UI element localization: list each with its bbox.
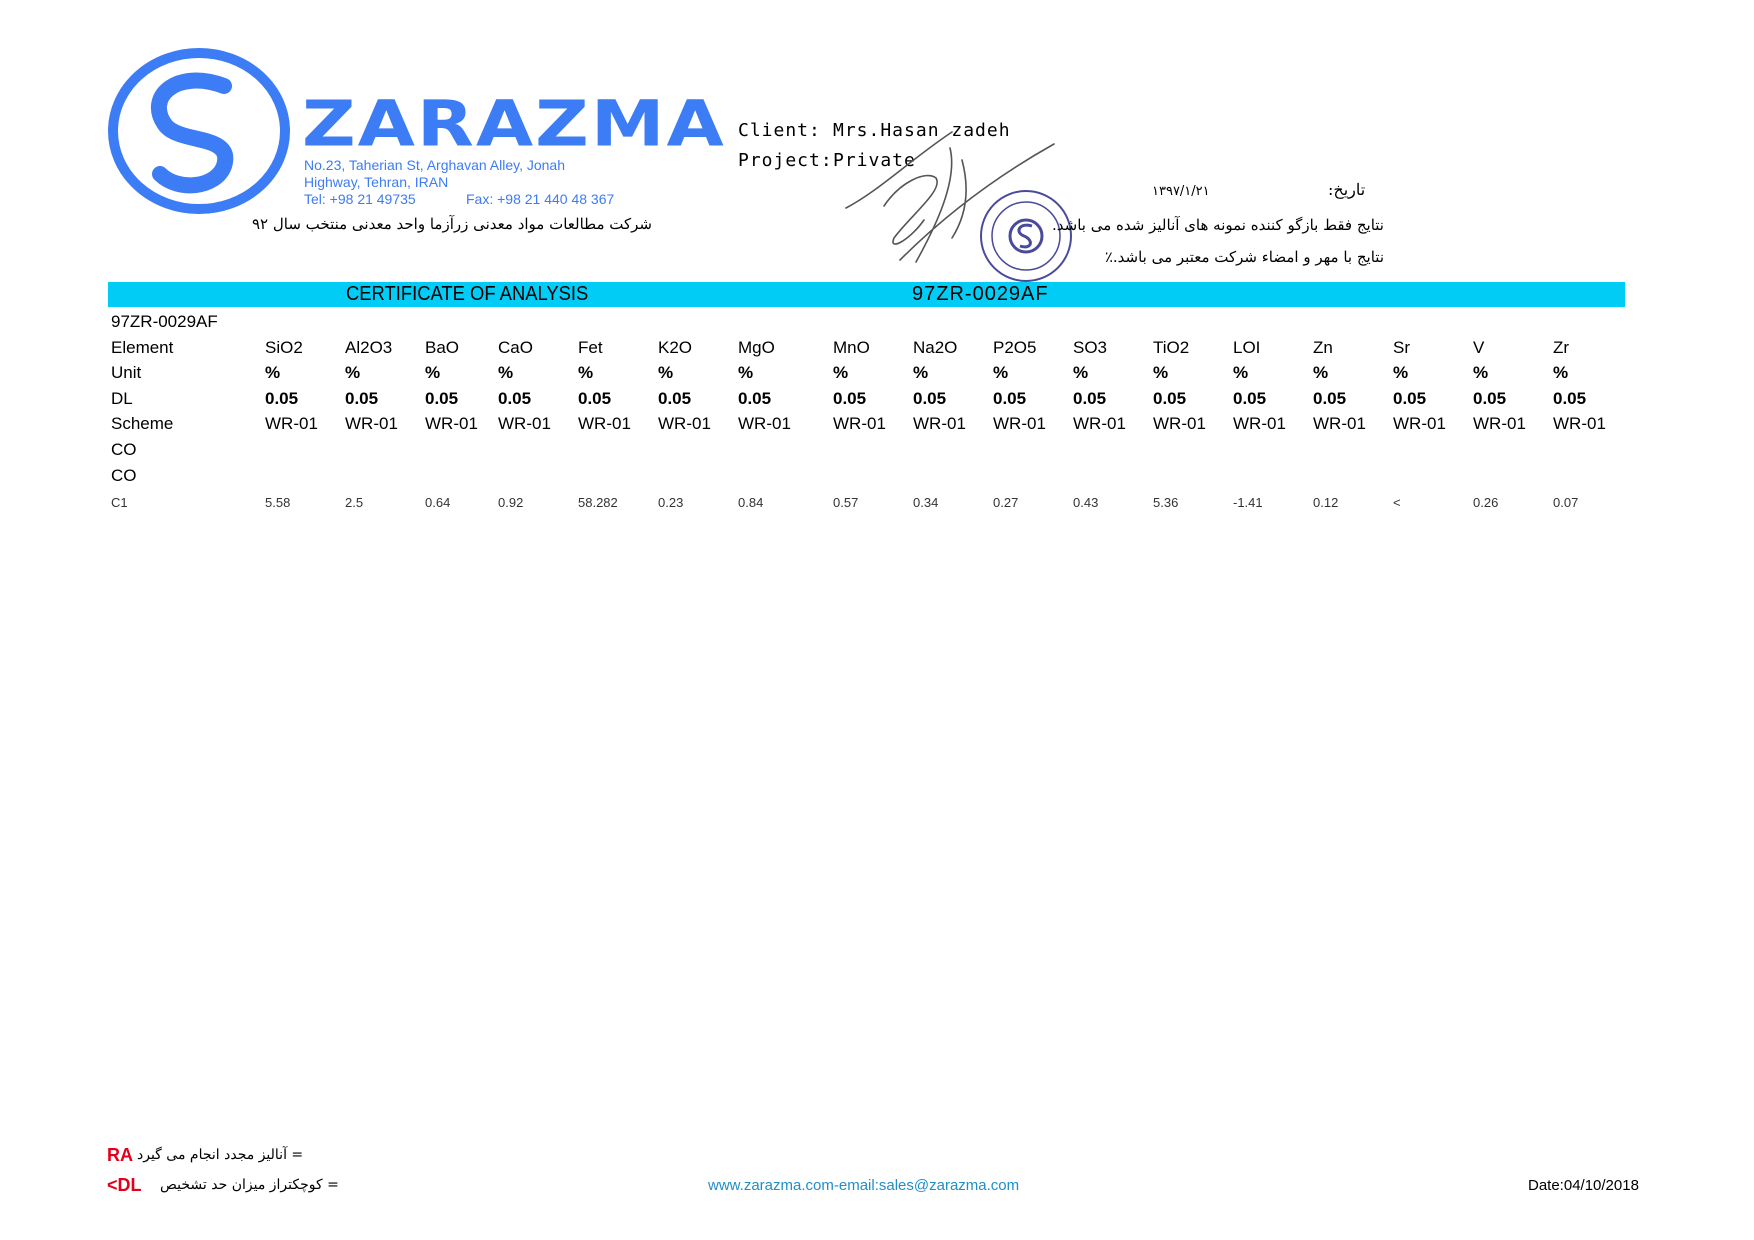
unit-cell: % [833,363,849,382]
unit-cell: % [498,363,514,382]
sample-value-cell: 0.23 [658,495,684,510]
company-address-line1: No.23, Taherian St, Arghavan Alley, Jonah [304,157,565,173]
dl-cell: 0.05 [1473,389,1507,408]
scheme-cell: WR-01 [578,414,631,433]
note-results-disclaimer: نتایج فقط بازگو کننده نمونه های آنالیز شده می باشد. [1052,216,1384,234]
scheme-cell: WR-01 [498,414,551,433]
company-stamp-icon [978,188,1074,284]
legend-dl-code: <DL [107,1175,142,1195]
unit-cell: % [1473,363,1489,382]
unit-cell: % [913,363,929,382]
element-header-cell: K2O [658,338,693,357]
sample-value-cell: 0.64 [425,495,451,510]
client-label: Client: [738,120,821,141]
row-label-sample: C1 [111,495,128,510]
company-tel: Tel: +98 21 49735 [304,191,416,207]
dl-cell: 0.05 [1233,389,1267,408]
element-header-cell: LOI [1233,338,1261,357]
dl-cell: 0.05 [993,389,1027,408]
row-label-co: CO [111,440,137,459]
scheme-cell: WR-01 [1073,414,1126,433]
scheme-cell: WR-01 [1553,414,1606,433]
element-header-cell: P2O5 [993,338,1037,357]
element-header-cell: CaO [498,338,533,357]
project-label: Project: [738,150,833,171]
legend-dl-text: = کوچکتراز میزان حد تشخیص [160,1177,339,1193]
company-name: ZARAZMA [302,86,726,161]
sample-value-cell: 0.34 [913,495,939,510]
sample-value-cell: 5.58 [265,495,291,510]
sample-value-cell: 58.282 [578,495,618,510]
scheme-cell: WR-01 [738,414,791,433]
element-header-cell: Na2O [913,338,958,357]
client-value: Mrs.Hasan zadeh [833,120,1011,141]
company-tagline: شرکت مطالعات مواد معدنی زرآزما واحد معدنی منتخب سال ۹۲ [251,215,652,233]
row-label-element: Element [111,338,174,357]
unit-cell: % [1233,363,1249,382]
element-header-cell: Fet [578,338,603,357]
sample-value-cell: 0.57 [833,495,859,510]
certificate-title: CERTIFICATE OF ANALYSIS [346,283,589,305]
element-header-cell: Zn [1313,338,1333,357]
sample-value-cell: < [1393,495,1401,510]
scheme-cell: WR-01 [913,414,966,433]
element-header-cell: V [1473,338,1485,357]
sample-value-cell: 0.92 [498,495,524,510]
sample-value-cell: 0.43 [1073,495,1099,510]
scheme-cell: WR-01 [658,414,711,433]
footer-date: Date:04/10/2018 [1528,1177,1639,1194]
dl-cell: 0.05 [833,389,867,408]
scheme-cell: WR-01 [1153,414,1206,433]
date-fa-value: ۱۳۹۷/۱/۲۱ [1152,184,1210,199]
company-logo-icon [106,46,292,216]
dl-cell: 0.05 [425,389,459,408]
certificate-id: 97ZR-0029AF [912,283,1049,305]
element-header-cell: MnO [833,338,870,357]
dl-cell: 0.05 [1153,389,1187,408]
legend-ra-code: RA [107,1145,133,1165]
scheme-cell: WR-01 [993,414,1046,433]
unit-cell: % [1553,363,1569,382]
dl-cell: 0.05 [658,389,692,408]
unit-cell: % [1073,363,1089,382]
footer-website: www.zarazma.com-email:sales@zarazma.com [708,1177,1020,1194]
scheme-cell: WR-01 [425,414,478,433]
sample-value-cell: 0.12 [1313,495,1339,510]
unit-cell: % [1393,363,1409,382]
scheme-cell: WR-01 [1393,414,1446,433]
scheme-cell: WR-01 [265,414,318,433]
unit-cell: % [658,363,674,382]
dl-cell: 0.05 [1553,389,1587,408]
dl-cell: 0.05 [1393,389,1427,408]
sample-value-cell: 2.5 [345,495,364,510]
dl-cell: 0.05 [265,389,299,408]
scheme-cell: WR-01 [1473,414,1526,433]
dl-cell: 0.05 [913,389,947,408]
row-label-dl: DL [111,389,133,408]
element-header-cell: Sr [1393,338,1410,357]
unit-cell: % [993,363,1009,382]
dl-cell: 0.05 [1073,389,1107,408]
unit-cell: % [578,363,594,382]
scheme-cell: WR-01 [345,414,398,433]
report-id: 97ZR-0029AF [111,312,218,331]
dl-cell: 0.05 [345,389,379,408]
dl-cell: 0.05 [578,389,612,408]
sample-value-cell: 5.36 [1153,495,1179,510]
sample-value-cell: 0.84 [738,495,764,510]
element-header-cell: SO3 [1073,338,1108,357]
scheme-cell: WR-01 [1313,414,1366,433]
note-stamp-validity: نتایج با مهر و امضاء شرکت معتبر می باشد.٪ [1104,248,1384,266]
unit-cell: % [1153,363,1169,382]
company-address-line2: Highway, Tehran, IRAN [304,174,449,190]
dl-cell: 0.05 [738,389,772,408]
sample-value-cell: -1.41 [1233,495,1263,510]
sample-value-cell: 0.26 [1473,495,1499,510]
element-header-cell: SiO2 [265,338,303,357]
element-header-cell: Zr [1553,338,1570,357]
row-label-co: CO [111,466,137,485]
row-label-unit: Unit [111,363,142,382]
dl-cell: 0.05 [498,389,532,408]
certificate-header-bar [108,282,1625,307]
unit-cell: % [265,363,281,382]
scheme-cell: WR-01 [1233,414,1286,433]
scheme-cell: WR-01 [833,414,886,433]
unit-cell: % [345,363,361,382]
unit-cell: % [1313,363,1329,382]
element-header-cell: Al2O3 [345,338,393,357]
element-header-cell: MgO [738,338,775,357]
legend-ra-text: = آنالیز مجدد انجام می گیرد [137,1147,304,1163]
unit-cell: % [738,363,754,382]
row-label-scheme: Scheme [111,414,174,433]
element-header-cell: BaO [425,338,460,357]
company-fax: Fax: +98 21 440 48 367 [466,191,615,207]
date-fa-label: تاریخ: [1328,180,1366,199]
sample-value-cell: 0.27 [993,495,1019,510]
dl-cell: 0.05 [1313,389,1347,408]
project-value: Private [833,150,916,171]
sample-value-cell: 0.07 [1553,495,1579,510]
unit-cell: % [425,363,441,382]
element-header-cell: TiO2 [1153,338,1190,357]
